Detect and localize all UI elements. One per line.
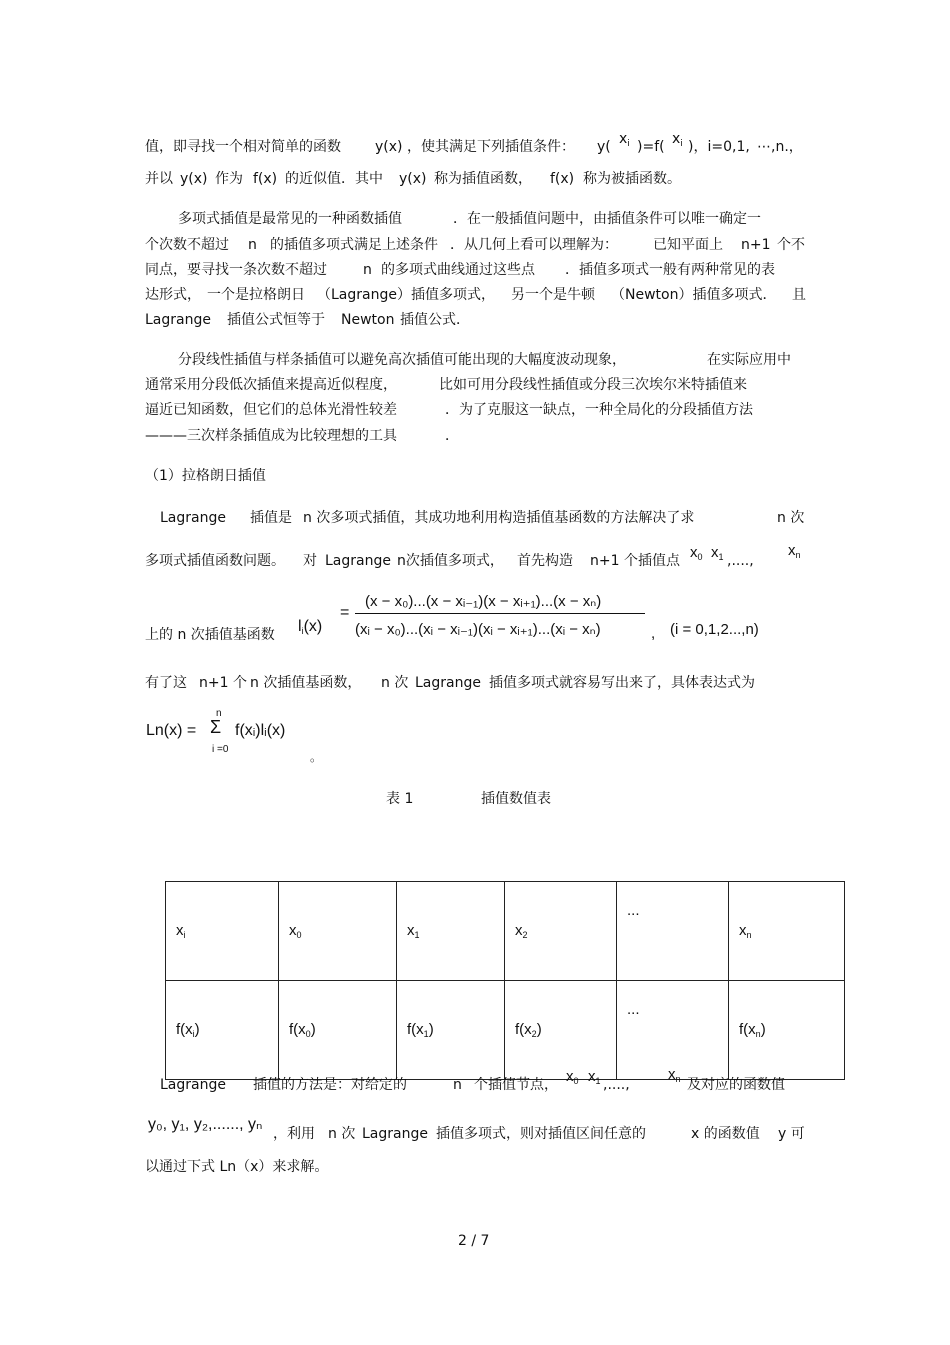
para4-line1 [160,509,810,527]
sum-sigma: Σ [210,717,222,737]
sum-upper: n [216,708,222,719]
cell-x1 [397,882,505,981]
table-row-fx [166,981,845,1080]
text: ———三次样条插值成为比较理想的工具 [145,428,397,444]
text: 逼近已知函数，但它们的总体光滑性较差 [145,402,397,418]
text: f(x [289,1021,306,1038]
basis-lhs [298,618,322,640]
para2-line1 [178,210,761,228]
text: y(x) [399,171,427,187]
text: 个次数不超过 [145,237,229,253]
para3-line2 [145,376,805,394]
text: 多项式插值是最常见的一种函数插值 [178,211,402,227]
text: 0 [305,1029,311,1039]
text: ．为了克服这一缺点，一种全局化的分段插值方法 [445,402,753,418]
cell-x0 [279,882,397,981]
cell-xn [729,882,845,981]
text: n+1 [741,237,771,253]
cell-fx2 [505,981,617,1080]
cell-fxi [166,981,279,1080]
text: x [788,542,796,559]
text: 且 [792,287,806,303]
text: ． [445,428,459,444]
text: )，i=0,1, [688,139,750,155]
text: 对 [303,553,317,569]
text: 1 [718,552,724,562]
text: 插值公式恒等于 [227,312,325,328]
table-caption-title: 插值数值表 [481,791,551,807]
para2-line2 [145,236,805,254]
text: x [176,922,184,939]
para2-line4 [145,286,805,304]
cell-ellipsis [617,882,729,981]
text: n 次 [381,675,409,691]
table-row-x [166,882,845,981]
cell-fx0 [279,981,397,1080]
para1-line1 [145,131,805,156]
text: 1 [423,1029,429,1039]
text: y( [597,139,611,155]
text: 的多项式曲线通过这些点 [381,262,535,278]
x1-node-2 [588,1068,601,1090]
text: （Lagrange）插值多项式， [317,287,495,303]
text: x [588,1068,596,1085]
text: 值，即寻找一个相对简单的函数 [145,139,341,155]
para6-line1 [160,1066,810,1094]
text: y 可 [778,1126,805,1142]
text: ) [536,1021,542,1038]
text: 2 [522,930,528,940]
basis-denominator: (xᵢ − x₀)...(xᵢ − xᵢ₋₁)(xᵢ − xᵢ₊₁)...(xᵢ − xₙ) [355,621,601,638]
x0-node [690,544,703,566]
sum-end: 。 [310,750,323,764]
text: x [668,1066,676,1083]
cell-xi [166,882,279,981]
text: ) [760,1021,766,1038]
text: f(x [515,1021,532,1038]
basis-eq: = [340,604,350,621]
text: Lagrange [362,1126,428,1142]
basis-numerator: (x − x₀)...(x − xᵢ₋₁)(x − xᵢ₊₁)...(x − xₙ) [365,593,602,610]
text: n [363,262,372,278]
text: 有了这 [145,675,187,691]
section-heading-lagrange: （1）拉格朗日插值 [145,468,266,484]
x0-node-2 [566,1068,579,1090]
text: Lagrange [415,675,481,691]
xn-node-2 [668,1066,681,1088]
text: x [672,131,681,147]
text: 0 [697,552,703,562]
y-values: y₀, y₁, y₂,......, yₙ [148,1116,263,1133]
text: n 次 [777,510,805,526]
text: 分段线性插值与样条插值可以避免高次插值可能出现的大幅度波动现象， [178,352,626,368]
text: x [566,1068,574,1085]
text: Lagrange [145,312,211,328]
sum-lhs: Ln(x) = [146,722,197,739]
text: 称为被插函数。 [583,171,681,187]
text: l [298,618,302,635]
text: Newton [341,312,395,328]
interpolation-table [165,881,845,1080]
text: ，利用 [273,1126,315,1142]
text: n次插值多项式， [397,553,504,569]
text: Lagrange [160,510,226,526]
text: 及对应的函数值 [687,1077,785,1093]
text: x 的函数值 [691,1126,760,1142]
text: n 次插值基函数， [250,675,362,691]
para6-line3: 以通过下式 Ln（x）来求解。 [145,1159,329,1175]
fraction-bar [355,613,645,614]
text: 1 [414,930,420,940]
text: f(x [739,1021,756,1038]
text: n [746,930,752,940]
text: i [627,139,630,149]
text: 另一个是牛顿 [511,287,595,303]
text: 插值公式． [400,312,470,328]
text: 比如可用分段线性插值或分段三次埃尔米特插值来 [439,377,747,393]
text: 作为 [215,171,243,187]
page-number: 2 / 7 [458,1233,490,1249]
basis-comma: , [651,625,656,642]
text: 0 [296,930,302,940]
text: 称为插值函数， [434,171,532,187]
text: 已知平面上 [653,237,723,253]
text: n [755,1029,761,1039]
cell-ellipsis-2 [617,981,729,1080]
text: y(x) [375,139,403,155]
cell-fxn [729,981,845,1080]
text: n+1 个 [199,675,247,691]
sum-body: f(xᵢ)lᵢ(x) [235,722,286,739]
text: 个插值节点， [474,1077,558,1093]
text: 通常采用分段低次插值来提高近似程度， [145,377,397,393]
text: 的插值多项式满足上述条件 [270,237,438,253]
x1-node [711,544,724,566]
text: i [680,139,683,149]
text: n [795,550,801,560]
text: x [739,922,747,939]
text: 同点，要寻找一条次数不超过 [145,262,327,278]
text: y(x) [180,171,208,187]
text: 插值是 [250,510,292,526]
text: 达形式， [145,287,201,303]
text: ．在一般插值问题中，由插值条件可以唯一确定一 [453,211,761,227]
text: i [183,930,186,940]
text: i [192,1029,195,1039]
basis-range: (i = 0,1,2...,n) [670,621,759,638]
text: x [289,922,297,939]
text: 个不 [777,237,805,253]
text: 多项式插值函数问题。 [145,553,285,569]
text: )=f( [637,139,665,155]
text: ．插值多项式一般有两种常见的表 [565,262,775,278]
text: n 次多项式插值，其成功地利用构造插值基函数的方法解决了求 [303,510,695,526]
para5-line [145,674,805,692]
text: f(x [407,1021,424,1038]
text: ，使其满足下列插值条件： [407,139,575,155]
text: n+1 个插值点 [590,553,680,569]
para3-line4 [145,427,805,445]
text: ) [428,1021,434,1038]
text: (x) [303,618,323,635]
text: 0 [573,1076,579,1086]
cell-x2 [505,882,617,981]
xi-sup [619,130,630,153]
text: n [675,1074,681,1084]
text: x [619,131,628,147]
text: 一个是拉格朗日 [207,287,305,303]
table-caption-number: 表 1 [386,791,414,807]
text: f(x [176,1021,193,1038]
text: 插值多项式，则对插值区间任意的 [436,1126,646,1142]
text: x [515,922,523,939]
xi-sup-2 [672,130,683,153]
text: ) [194,1021,200,1038]
text: ... [627,1001,640,1018]
text: ⋯,n.， [757,139,803,155]
text: x [407,922,415,939]
text: x [690,544,698,561]
text: 插值多项式就容易写出来了，具体表达式为 [489,675,755,691]
text: ,...., [603,1077,630,1093]
text: 并以 [145,171,173,187]
text: i [301,626,304,636]
text: 的近似值．其中 [285,171,383,187]
text: 插值的方法是：对给定的 [253,1077,407,1093]
xn-node [788,542,801,564]
text: Lagrange [160,1077,226,1093]
basis-prefix: 上的 n 次插值基函数 [145,627,275,643]
para3-line1 [178,351,808,369]
para1-line2 [145,170,805,188]
text: n [248,237,257,253]
para2-line3 [145,261,805,279]
text: 首先构造 [517,553,573,569]
text: f(x) [253,171,278,187]
cell-fx1 [397,981,505,1080]
text: ) [310,1021,316,1038]
text: ．从几何上看可以理解为： [450,237,618,253]
sum-lower: i =0 [212,744,229,755]
para3-line3 [145,401,805,419]
text: 1 [595,1076,601,1086]
text: f(x) [550,171,575,187]
text: （Newton）插值多项式． [611,287,777,303]
text: Lagrange [325,553,391,569]
text: x [711,544,719,561]
text: n 次 [328,1126,356,1142]
text: 在实际应用中 [707,352,791,368]
text: ... [627,902,640,919]
text: ,...., [727,553,754,569]
text: n [453,1077,462,1093]
text: 2 [531,1029,537,1039]
para4-line2 [145,542,815,570]
para2-line5 [145,311,805,329]
